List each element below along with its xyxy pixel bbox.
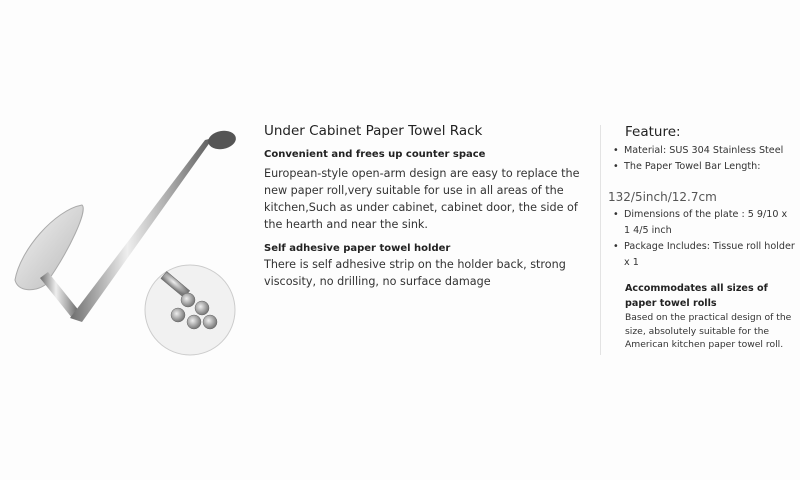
bar-length: 132/5inch/12.7cm bbox=[608, 190, 717, 204]
accommodates-heading: Accommodates all sizes of paper towel rolls bbox=[625, 283, 768, 309]
section-heading: Convenient and frees up counter space bbox=[264, 149, 486, 160]
feature-list bbox=[610, 207, 795, 271]
feature-heading: Feature: bbox=[625, 124, 681, 140]
paper-towel-holder-image bbox=[0, 110, 250, 370]
section-text: European-style open-arm design are easy to replace the new paper roll,very suitable for use in all areas of the kitchen,Such as under cabinet, cabinet door, the side of the hearth and near the sink. bbox=[264, 167, 580, 231]
feature-item: • Dimensions of the plate : 5 9/10 x 1 4/5 inch bbox=[610, 207, 795, 239]
divider bbox=[600, 125, 601, 355]
feature-item: • Material: SUS 304 Stainless Steel bbox=[610, 143, 795, 159]
section-heading: Self adhesive paper towel holder bbox=[264, 243, 451, 254]
product-title: Under Cabinet Paper Towel Rack bbox=[264, 123, 483, 139]
feature-item: • The Paper Towel Bar Length: bbox=[610, 159, 795, 175]
section-text: There is self adhesive strip on the holder back, strong viscosity, no drilling, no surface damage bbox=[264, 258, 566, 288]
feature-item: • Package Includes: Tissue roll holder x 1 bbox=[610, 239, 795, 271]
feature-list bbox=[610, 143, 795, 175]
accommodates-text: Based on the practical design of the size, absolutely suitable for the American kitchen paper towel roll. bbox=[625, 312, 792, 350]
